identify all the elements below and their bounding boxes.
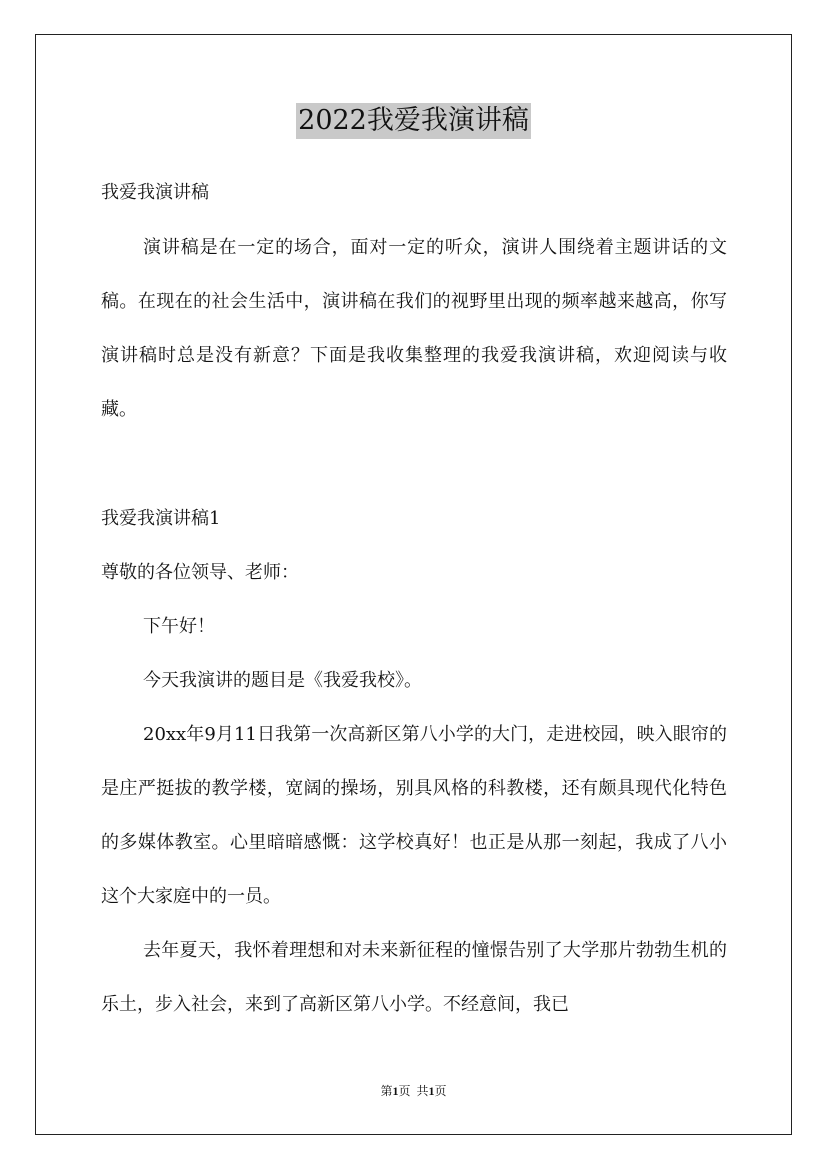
body-paragraph: 20xx年9月11日我第一次高新区第八小学的大门，走进校园，映入眼帘的是庄严挺拔的教学楼，宽阔的操场，别具风格的科教楼，还有颇具现代化特色的多媒体教室。心里暗暗感慨：这学校真好！也正是从那一刻起，我成了八小这个大家庭中的一员。 [101, 724, 727, 907]
speech-topic: 今天我演讲的题目是《我爱我校》。 [143, 670, 422, 691]
total-label-suffix: 页 [434, 1084, 447, 1098]
page-label-suffix: 页 [398, 1084, 411, 1098]
document-title-wrap [0, 103, 827, 139]
page-number: 1 [392, 1084, 399, 1098]
page-footer [0, 1083, 827, 1099]
document-title: 2022我爱我演讲稿 [296, 103, 531, 139]
greeting: 下午好！ [143, 616, 215, 637]
total-pages: 1 [428, 1084, 435, 1098]
speech-heading: 我爱我演讲稿1 [101, 508, 221, 529]
page-label-prefix: 第 [380, 1084, 393, 1098]
intro-paragraph: 演讲稿是在一定的场合，面对一定的听众，演讲人围绕着主题讲话的文稿。在现在的社会生活中，演讲稿在我们的视野里出现的频率越来越高，你写演讲稿时总是没有新意？下面是我收集整理的我爱我演讲稿，欢迎阅读与收藏。 [101, 237, 727, 420]
total-label-prefix: 共 [416, 1084, 429, 1098]
salutation: 尊敬的各位领导、老师： [101, 562, 299, 583]
body-paragraph: 去年夏天，我怀着理想和对未来新征程的憧憬告别了大学那片勃勃生机的乐土，步入社会，来到了高新区第八小学。不经意间，我已 [101, 940, 727, 1015]
section-heading: 我爱我演讲稿 [101, 182, 209, 203]
